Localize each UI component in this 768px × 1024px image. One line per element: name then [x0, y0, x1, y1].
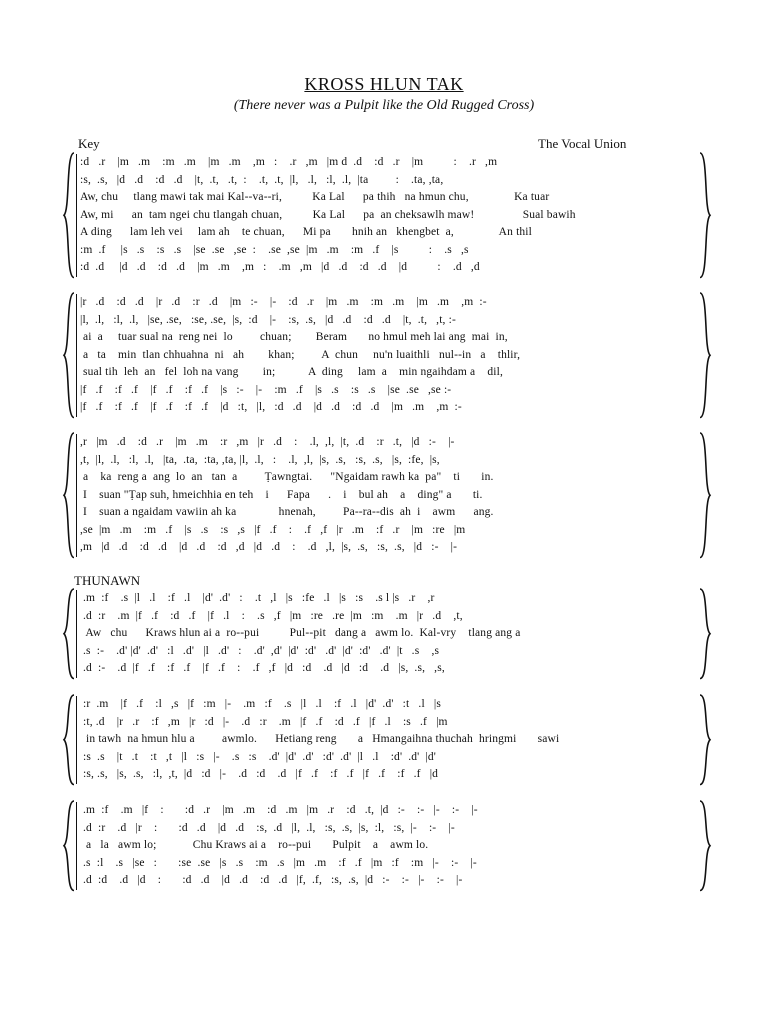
system-start-line	[76, 802, 77, 890]
notation-line: .m :f .m |f : :d .r |m .m :d .m |m .r :d .t, |d :- :- |- :- |-	[80, 804, 478, 816]
notation-line: :s, .s, |s, .s, :l, ,t, |d :d |- .d :d .d |f .f :f .f |f .f :f .f |d	[80, 768, 439, 780]
notation-line: :d .r |m .m :m .m |m .m ,m : .r ,m |m d .d :d .r |m : .r ,m	[80, 156, 498, 168]
notation-line: .d :r .d |r : :d .d |d .d :s, .d |l, .l, :s, .s, |s, :l, :s, |- :- |-	[80, 821, 455, 834]
page-title: KROSS HLUN TAK	[304, 74, 464, 94]
notation-line: in tawh na hmun hlu a awmlo. Hetiang reng a Hmangaihna thuchah hringmi sawi	[80, 733, 560, 745]
notation-line: .d :r .m |f .f :d .f |f .l : .s ,f |m :re .re |m :m .m |r .d ,t,	[80, 609, 463, 622]
key-label: Key	[78, 136, 100, 151]
system-start-line	[76, 434, 77, 557]
notation-line: |l, .l, :l, .l, |se, .se, :se, .se, |s, :d |- :s, .s, |d .d :d .d |t, .t, ,t, :-	[80, 313, 456, 326]
lyric-line: I suan "Ṭap suh, hmeichhia en teh i Fapa . i bul ah a ding" a ti.	[80, 488, 483, 501]
right-brace	[698, 292, 712, 419]
right-brace	[698, 152, 712, 279]
right-brace	[698, 694, 712, 786]
system-start-line	[76, 154, 77, 277]
notation-line: .s :l .s |se : :se .se |s .s :m .s |m .m :f .f |m :f :m |- :- |-	[80, 856, 477, 869]
right-brace	[698, 588, 712, 680]
notation-line: :m .f |s .s :s .s |se .se ,se : .se ,se |m .m :m .f |s : .s ,s	[80, 243, 469, 256]
lyric-line: a ka reng a ang lo an tan a Ṭawngtai. "Ngaidam rawh ka pa" ti in.	[80, 471, 494, 483]
music-system	[62, 152, 712, 279]
right-brace	[698, 800, 712, 892]
left-brace	[62, 588, 76, 680]
notation-line: .s :- .d' |d' .d' :l .d' |l .d' : .d' ,d' |d' :d' .d' |d' :d' .d' |t .s ,s	[80, 644, 440, 657]
system-start-line	[76, 590, 77, 678]
music-system	[62, 800, 712, 892]
system-start-line	[76, 696, 77, 784]
lyric-line: ai a tuar sual na reng nei lo chuan; Beram no hmul meh lai ang mai in,	[80, 331, 508, 343]
notation-line: |r .d :d .d |r .d :r .d |m :- |- :d .r |m .m :m .m |m .m ,m :-	[80, 296, 487, 308]
notation-line: ,r |m .d :d .r |m .m :r ,m |r .d : .l, ,l, |t, .d :r .t, |d :- |-	[80, 436, 455, 448]
lyric-line: sual tih leh an fel loh na vang in; A ding lam a min ngaihdam a dil,	[80, 366, 504, 378]
lyric-line: Aw, chu tlang mawi tak mai Kal--va--ri, Ka Lal pa thih na hmun chu, Ka tuar	[80, 191, 550, 203]
music-system	[62, 292, 712, 419]
right-brace	[698, 432, 712, 559]
notation-line: Aw chu Kraws hlun ai a ro--pui Pul--pit dang a awm lo. Kal-vry tlang ang a	[80, 627, 521, 639]
credit-label: The Vocal Union	[538, 136, 627, 151]
system-start-line	[76, 294, 77, 417]
section-label-thunawn: THUNAWN	[74, 573, 141, 588]
lyric-line: Aw, mi an tam ngei chu tlangah chuan, Ka Lal pa an cheksawlh maw! Sual bawih	[80, 208, 576, 221]
notation-line: a la awm lo; Chu Kraws ai a ro--pui Pulpit a awm lo.	[80, 839, 429, 851]
notation-line: ,se |m .m :m .f |s .s :s ,s |f .f : .f ,f |r .m :f .r |m :re |m	[80, 523, 466, 536]
notation-line: ,t, |l, .l, :l, .l, |ta, .ta, :ta, ,ta, |l, .l, : .l, ,l, |s, .s, :s, .s, |s, :fe, |s,	[80, 453, 440, 466]
left-brace	[62, 292, 76, 419]
music-system	[62, 694, 712, 786]
music-system	[62, 432, 712, 559]
notation-line: :t, .d |r .r :f ,m |r :d |- .d :r .m |f .f :d .f |f .l :s .f |m	[80, 715, 448, 728]
left-brace	[62, 152, 76, 279]
lyric-line: I suan a ngaidam vawiin ah ka hnenah, Pa--ra--dis ah i awm ang.	[80, 506, 494, 518]
notation-line: ,m |d .d :d .d |d .d :d ,d |d .d : .d ,l, |s, .s, :s, .s, |d :- |-	[80, 541, 458, 553]
notation-line: :s, .s, |d .d :d .d |t, .t, .t, : .t, .t, |l, .l, :l, .l, |ta : .ta, ,ta,	[80, 173, 444, 186]
notation-line: :s .s |t .t :t ,t |l :s |- .s :s .d' |d' .d' :d' .d' |l .l :d' .d' |d'	[80, 750, 436, 763]
lyric-line: A ding lam leh vei lam ah te chuan, Mi pa hnih an khengbet a, An thil	[80, 226, 533, 238]
left-brace	[62, 694, 76, 786]
notation-line: .m :f .s |l .l :f .l |d' .d' : .t ,l |s :fe .l |s :s .s l |s .r ,r	[80, 592, 435, 604]
notation-line: .d :d .d |d : :d .d |d .d :d .d |f, .f, :s, .s, |d :- :- |- :- |-	[80, 874, 463, 886]
music-system	[62, 588, 712, 680]
left-brace	[62, 432, 76, 559]
page-subtitle: (There never was a Pulpit like the Old Rugged Cross)	[233, 98, 535, 113]
notation-line: :r .m |f .f :l ,s |f :m |- .m :f .s |l .l :f .l |d' .d' :t .l |s	[80, 698, 441, 710]
notation-line: |f .f :f .f |f .f :f .f |s :- |- :m .f |s .s :s .s |se .se ,se :-	[80, 383, 452, 396]
notation-line: :d .d |d .d :d .d |m .m ,m : .m ,m |d .d :d .d |d : .d ,d	[80, 261, 480, 273]
notation-line: .d :- .d |f .f :f .f |f .f : .f ,f |d :d .d |d :d .d |s, .s, ,s,	[80, 662, 445, 674]
lyric-line: a ta min tlan chhuahna ni ah khan; A chun nu'n luaithli nul--in a thlir,	[80, 348, 521, 361]
notation-line: |f .f :f .f |f .f :f .f |d :t, |l, :d .d |d .d :d .d |m .m ,m :-	[80, 401, 462, 413]
left-brace	[62, 800, 76, 892]
